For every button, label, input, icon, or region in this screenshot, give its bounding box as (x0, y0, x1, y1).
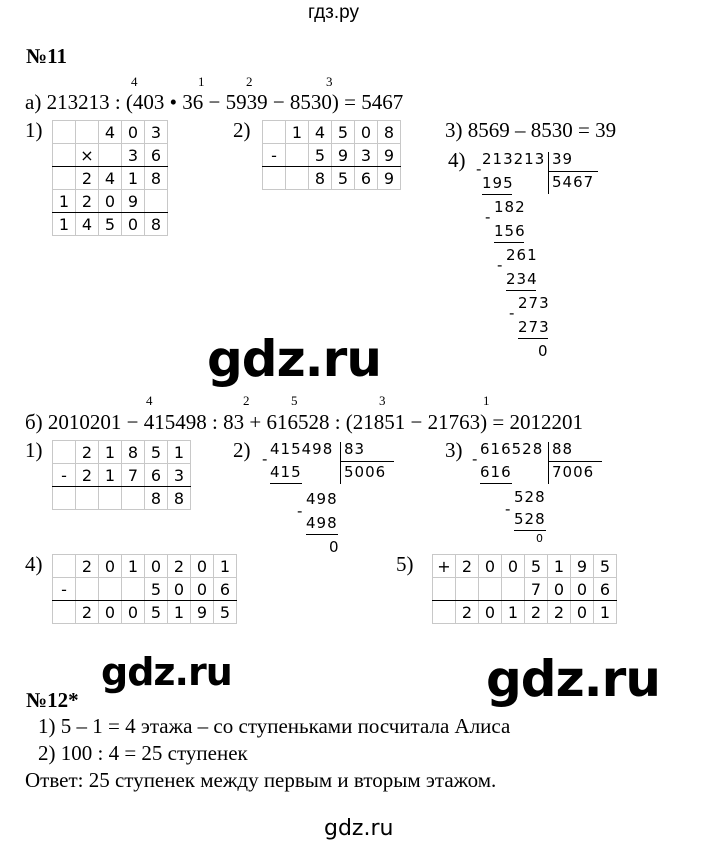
divisor: 83 (344, 440, 366, 458)
watermark: gdz.ru (324, 816, 394, 841)
dividend: 213213 (482, 150, 546, 168)
order-mark: 5 (291, 393, 298, 408)
watermark: gdz.ru (207, 330, 381, 388)
solution-line: 1) 5 – 1 = 4 этажа – со ступеньками посчитала Алиса (38, 714, 511, 738)
division-line: 234 (506, 270, 538, 288)
division-line: 0 (536, 532, 544, 545)
order-mark: 4 (146, 393, 153, 408)
step-label: 2) (233, 118, 251, 142)
step-label: 5) (396, 552, 414, 576)
division-line: 415 (270, 463, 302, 481)
solution-line: 2) 100 : 4 = 25 ступенек (38, 741, 248, 765)
division-line: 273 (518, 294, 550, 312)
division-line: 273 (518, 318, 550, 336)
division-line: 498 (306, 490, 338, 508)
order-mark: 3 (379, 393, 386, 408)
answer-line: Ответ: 25 ступенек между первым и вторым этажом. (25, 768, 497, 792)
order-mark: 2 (243, 393, 250, 408)
step-label: 1) (25, 438, 43, 462)
order-mark: 1 (483, 393, 490, 408)
step-label: 3) (445, 438, 463, 462)
multiplication-grid: 4 0 3 × 3 6 2 4 1 8 1 2 0 9 1 4 5 0 8 (52, 120, 168, 236)
step-label: 1) (25, 118, 43, 142)
division-line: 261 (506, 246, 538, 264)
step-label: 4) (448, 148, 466, 172)
site-header: гдз.ру (308, 2, 360, 23)
task-12-title: №12* (26, 688, 79, 712)
division-line: 616 (480, 463, 512, 481)
division-line: 0 (329, 538, 340, 556)
quotient: 7006 (552, 463, 595, 481)
division-line: 0 (538, 342, 549, 360)
expression-a: а) 213213 : (403 • 36 − 5939 − 8530) = 5467 (25, 90, 404, 114)
division-line: 195 (482, 174, 514, 192)
division-line: 528 (514, 510, 546, 528)
dividend: 415498 (270, 440, 334, 458)
division-line: 528 (514, 488, 546, 506)
subtraction-grid: 2 1 8 5 1 - 2 1 7 6 3 8 8 (52, 440, 191, 510)
subtraction-grid: 1 4 5 0 8 - 5 9 3 9 8 5 6 9 (262, 120, 401, 190)
division-line: 498 (306, 514, 338, 532)
expression-b: б) 2010201 − 415498 : 83 + 616528 : (21851 − 21763) = 2012201 (25, 410, 583, 434)
division-line: 156 (494, 222, 526, 240)
addition-grid: + 2 0 0 5 1 9 5 7 0 0 6 2 0 1 2 2 0 1 (432, 554, 617, 624)
divisor: 39 (552, 150, 574, 168)
quotient: 5467 (552, 173, 595, 191)
task-11-title: №11 (26, 44, 67, 68)
divisor: 88 (552, 440, 574, 458)
step-3-equation: 3) 8569 – 8530 = 39 (445, 118, 617, 142)
order-mark: 2 (246, 74, 253, 89)
order-mark: 4 (131, 74, 138, 89)
step-label: 4) (25, 552, 43, 576)
quotient: 5006 (344, 463, 387, 481)
step-label: 2) (233, 438, 251, 462)
dividend: 616528 (480, 440, 544, 458)
watermark: gdz.ru (101, 650, 232, 694)
watermark: gdz.ru (486, 650, 660, 708)
subtraction-grid: 2 0 1 0 2 0 1 - 5 0 0 6 2 0 0 5 1 9 5 (52, 554, 237, 624)
order-mark: 1 (198, 74, 205, 89)
division-line: 182 (494, 198, 526, 216)
order-mark: 3 (326, 74, 333, 89)
